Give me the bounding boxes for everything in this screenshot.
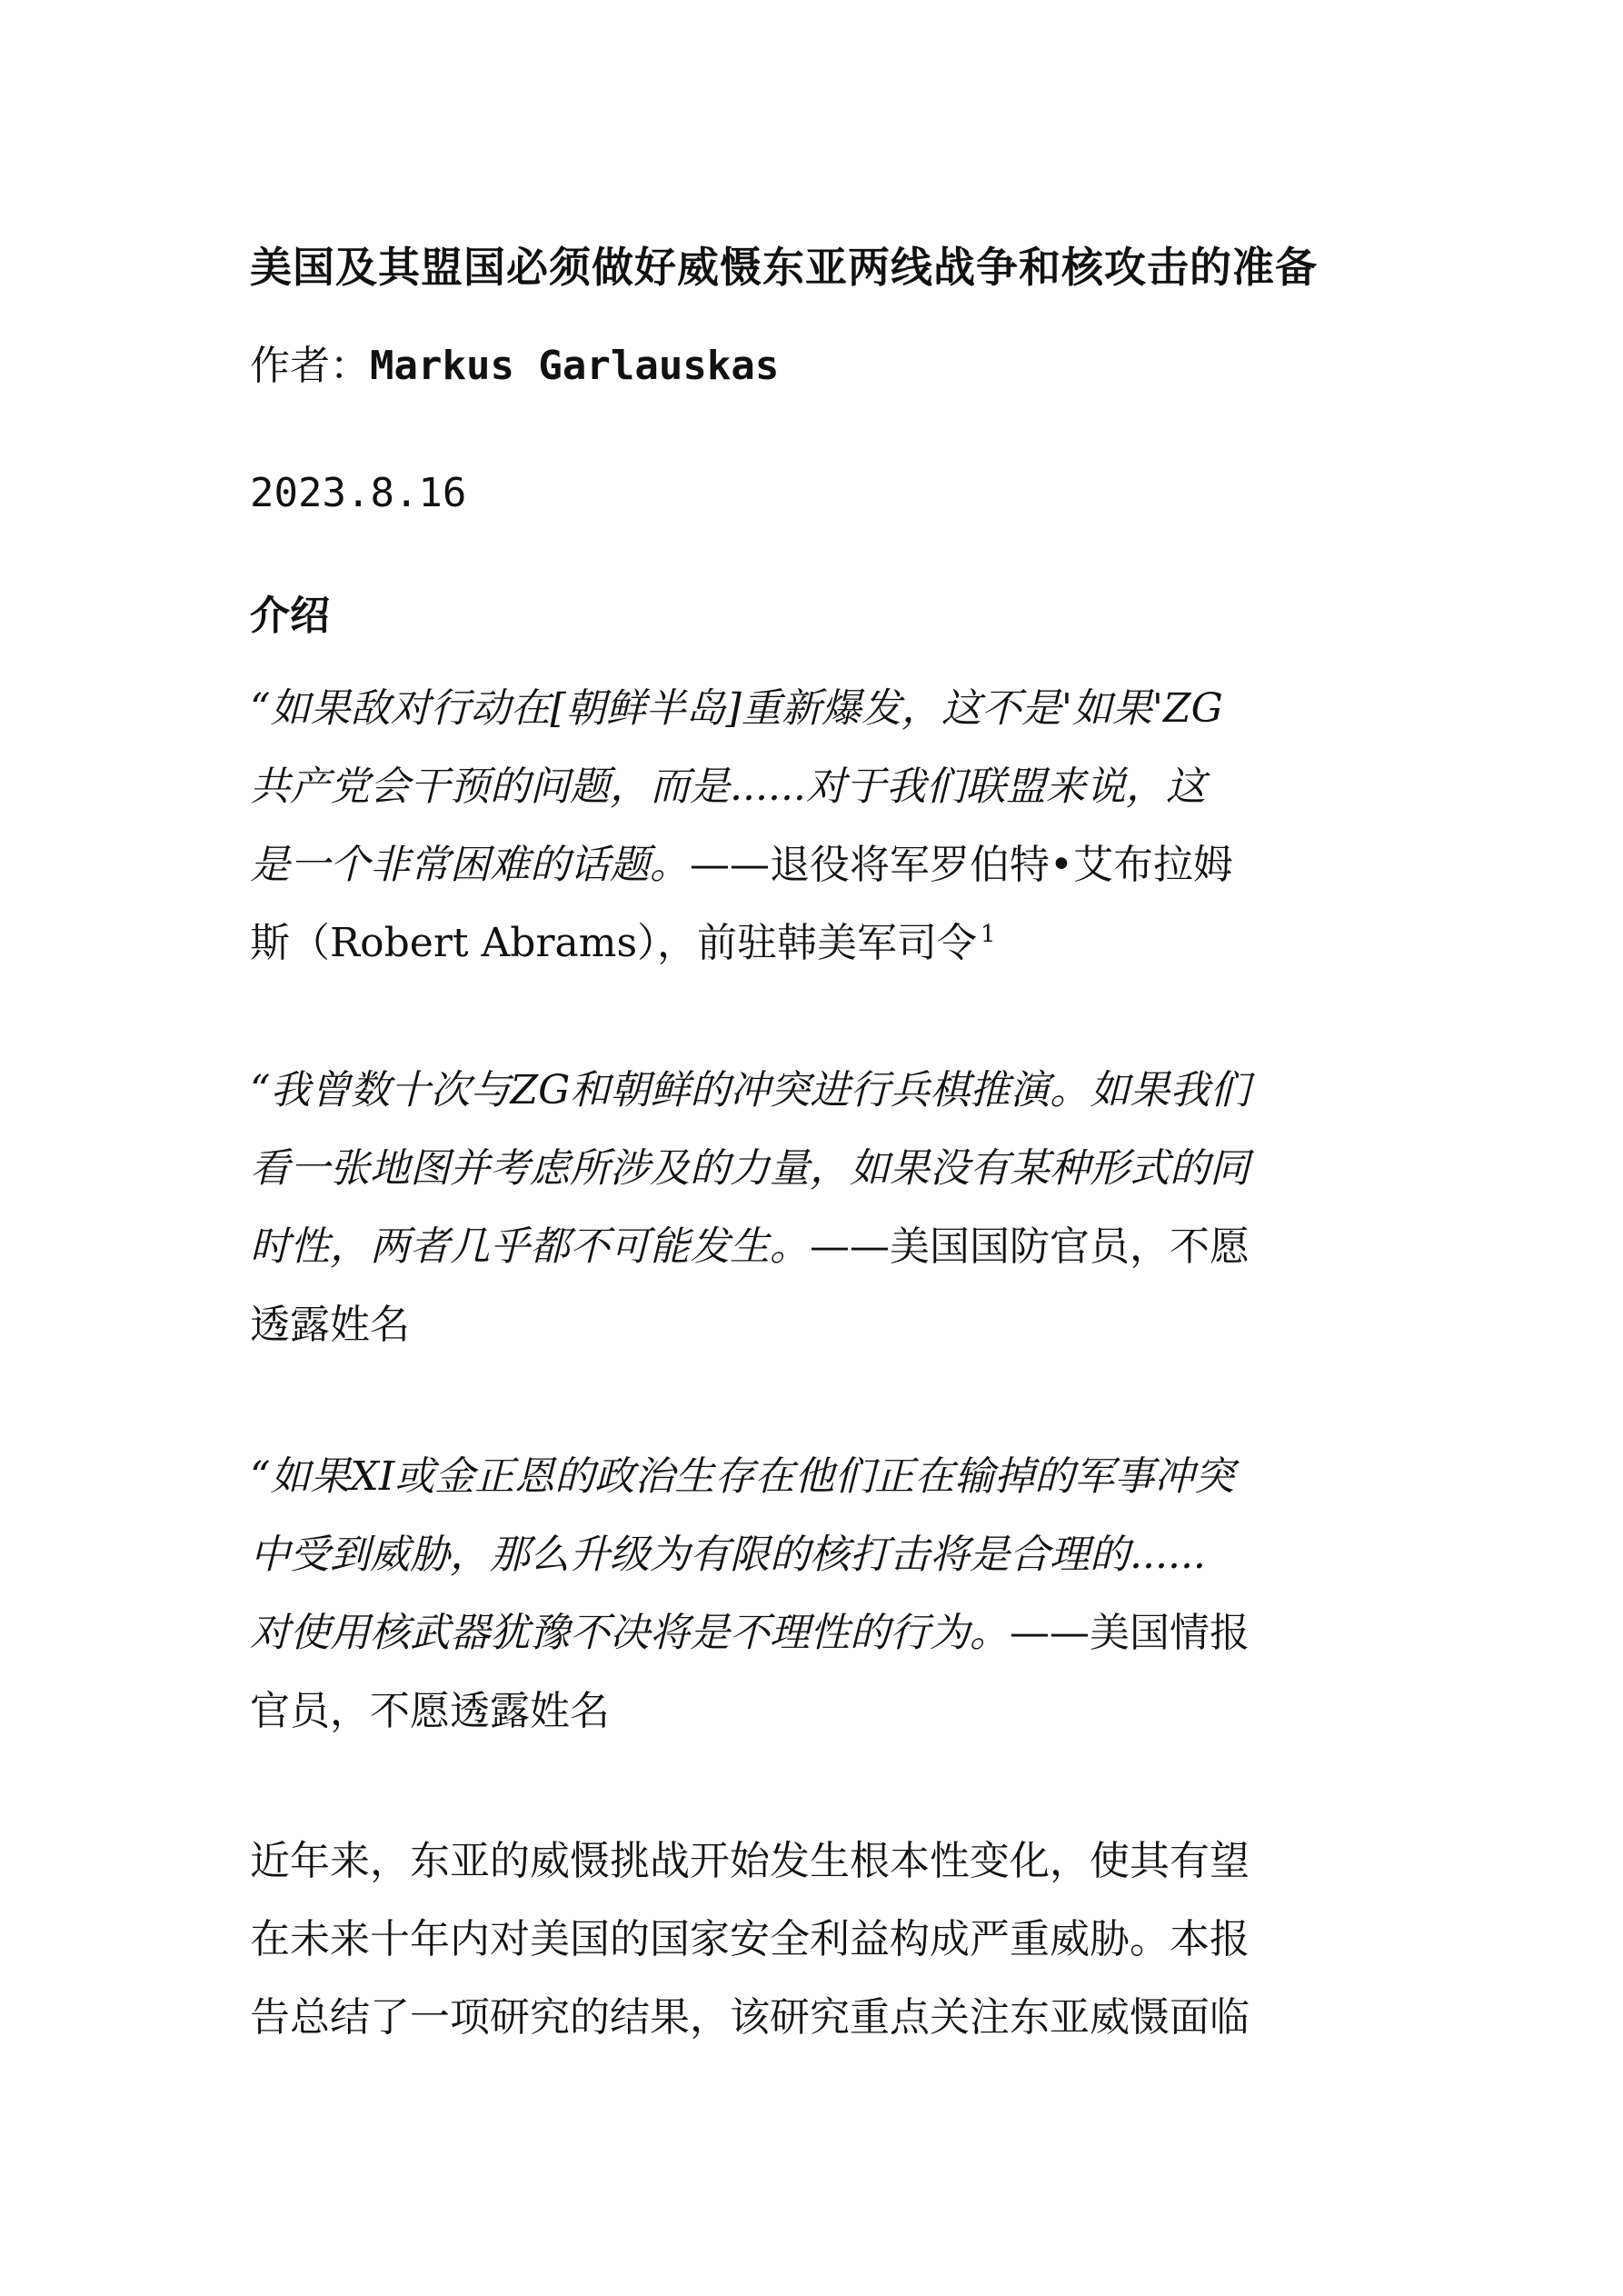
quote-attribution: 斯（Robert Abrams），前驻韩美军司令 — [250, 920, 978, 966]
quote-line — [250, 1594, 1377, 1672]
quote-attribution: ——美国情报 — [1010, 1610, 1250, 1656]
quote-line: 看一张地图并考虑所涉及的力量，如果没有某种形式的同 — [250, 1145, 1250, 1192]
author-line — [250, 339, 779, 394]
quote-line — [250, 1208, 1377, 1286]
quote-attribution: ——美国国防官员，不愿 — [810, 1223, 1250, 1270]
quote-line — [250, 904, 1377, 983]
quote-line: “我曾数十次与ZG和朝鲜的冲突进行兵棋推演。如果我们 — [250, 1067, 1250, 1113]
section-heading: 介绍 — [250, 593, 330, 639]
quote-line: 官员，不愿透露姓名 — [250, 1688, 610, 1734]
publication-date: 2023.8.16 — [250, 470, 467, 516]
quote-block-1 — [250, 670, 1377, 983]
quote-block-3 — [250, 1438, 1377, 1751]
quote-line: 中受到威胁，那么升级为有限的核打击将是合理的...... — [250, 1532, 1206, 1578]
document-title: 美国及其盟国必须做好威慑东亚两线战争和核攻击的准备 — [250, 243, 1318, 292]
quote-text: 对使用核武器犹豫不决将是不理性的行为。 — [250, 1610, 1010, 1656]
author-name: Markus Garlauskas — [370, 343, 780, 389]
paragraph-line: 近年来，东亚的威慑挑战开始发生根本性变化，使其有望 — [250, 1838, 1250, 1884]
paragraph-line: 在未来十年内对美国的国家安全利益构成严重威胁。本报 — [250, 1916, 1250, 1962]
quote-line: “如果敌对行动在[朝鲜半岛]重新爆发，这不是'如果'ZG — [250, 685, 1223, 732]
author-label: 作者： — [250, 343, 370, 389]
body-paragraph — [250, 1822, 1377, 2057]
quote-text: 是一个非常困难的话题。 — [250, 842, 690, 888]
quote-block-2 — [250, 1052, 1377, 1364]
quote-line — [250, 826, 1377, 904]
quote-line: 共产党会干预的问题，而是......对于我们联盟来说，这 — [250, 764, 1206, 810]
quote-text: 时性，两者几乎都不可能发生。 — [250, 1223, 810, 1270]
quote-line: 透露姓名 — [250, 1302, 410, 1348]
footnote-marker[interactable]: 1 — [981, 921, 996, 949]
quote-line: “如果XI或金正恩的政治生存在他们正在输掉的军事冲突 — [250, 1453, 1235, 1500]
quote-attribution: ——退役将军罗伯特•艾布拉姆 — [690, 842, 1233, 888]
paragraph-line: 告总结了一项研究的结果，该研究重点关注东亚威慑面临 — [250, 1994, 1250, 2041]
